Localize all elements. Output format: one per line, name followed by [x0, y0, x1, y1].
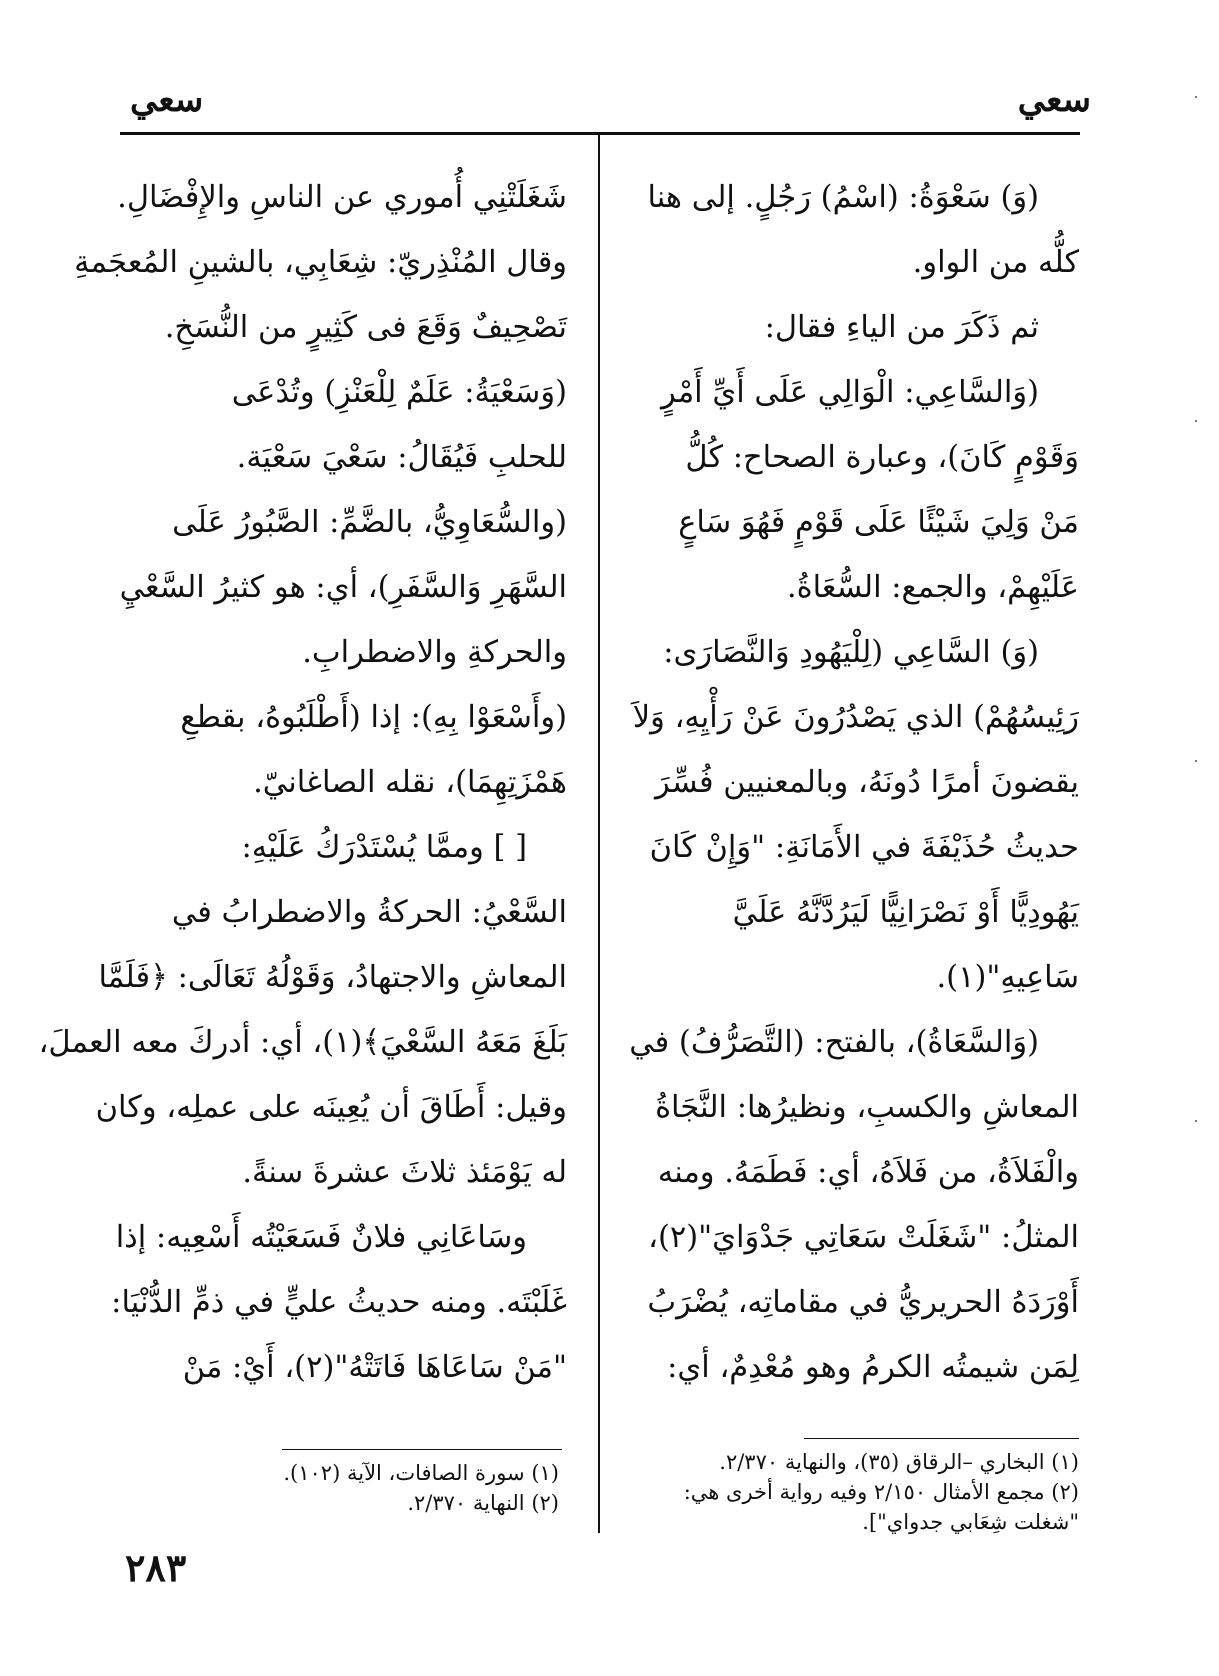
text-line: (وَ) سَعْوَةُ: (اسْمُ) رَجُلٍ. إلى هنا	[647, 180, 1039, 215]
text-line: تَصْحِيفٌ وَقَعَ فى كَثِيرٍ من النُّسَخِ.	[164, 310, 567, 345]
footnotes-right	[639, 1447, 1079, 1537]
text-line: له يَوْمَئذ ثلاثَ عشرةَ سنةً.	[242, 1155, 567, 1190]
text-line: "مَنْ سَاعَاهَا فَاتَتْهُ"(٢)، أَيْ: مَنْ	[182, 1350, 567, 1385]
text-line: وقيل: أَطَاقَ أن يُعِينَه على عملِه، وكان	[95, 1090, 567, 1125]
text-line: والْفَلاَةُ، من فَلاَهُ، أي: فَطَمَهُ. ومنه	[657, 1155, 1079, 1190]
text-line: بَلَغَ مَعَهُ السَّعْيَ﴾(١)، أي: أدركَ معه العملَ،	[38, 1025, 567, 1060]
text-line: كلُّه من الواو.	[912, 245, 1079, 280]
text-line: شَغَلَتْنِي أُموري عن الناسِ والإِفْضَالِ.	[117, 180, 567, 215]
text-line: هَمْزَتِهِمَا)، نقله الصاغانيّ.	[253, 765, 567, 800]
text-line: سَاعِيهِ"(١).	[936, 960, 1079, 995]
text-line: مَنْ وَلِيَ شَيْئًا عَلَى قَوْمٍ فَهُوَ سَاعٍ	[678, 505, 1079, 540]
text-line: (وَالسَّعَاةُ)، بالفتح: (التَّصَرُّفُ) في	[629, 1025, 1039, 1060]
footnote: (١) البخاري –الرقاق (٣٥)، والنهاية ٢/٣٧٠.	[719, 1450, 1079, 1474]
footnotes-left	[149, 1458, 559, 1518]
text-line: وسَاعَانِي فلانٌ فَسَعَيْتُه أَسْعِيه: إذا	[115, 1220, 527, 1255]
text-line: عَلَيْهِمْ، والجمع: السُّعَاةُ.	[786, 570, 1079, 605]
text-line: للحلبِ فَيُقَالُ: سَعْيَ سَعْيَة.	[236, 440, 567, 475]
text-line: رَئِيسُهُمْ) الذي يَصْدُرُونَ عَنْ رَأْيِهِ، وَلاَ	[632, 700, 1079, 735]
text-line: أَوْرَدَهُ الحريريُّ في مقاماتِه، يُضْرَبُ	[647, 1285, 1079, 1320]
footnote-rule-right	[804, 1438, 1079, 1439]
text-line: (وَ) السَّاعِي (لِلْيَهُودِ وَالنَّصَارَى:	[663, 635, 1039, 670]
text-line: السَّعْيُ: الحركةُ والاضطرابُ في	[171, 895, 567, 930]
text-line: ثم ذَكَرَ من الياءِ فقال:	[764, 310, 1039, 345]
text-line: يَهُودِيًّا أَوْ نَصْرَانِيًّا لَيَرُدَّنَّهُ عَلَيَّ	[732, 895, 1079, 930]
text-line: غَلَبْتَه. ومنه حديثُ عليٍّ في ذمِّ الدُّنْيَا:	[111, 1285, 567, 1320]
running-header-right: سعي	[1017, 80, 1091, 120]
text-line: حديثُ حُذَيْفَةَ في الأَمَانَةِ: "وَإِنْ كَانَ	[649, 830, 1079, 865]
footnote-rule-left	[282, 1449, 562, 1450]
header-rule	[120, 132, 1080, 135]
text-line: والحركةِ والاضطرابِ.	[302, 635, 567, 670]
scan-speck	[1195, 1120, 1197, 1122]
right-column	[629, 165, 1079, 1400]
footnote: "شغلت شِعَابي جدواي"].	[862, 1510, 1079, 1534]
text-line: وَقَوْمٍ كَانَ)، وعبارة الصحاح: كُلُّ	[685, 440, 1079, 475]
left-column	[38, 165, 567, 1400]
footnote: (٢) النهاية ٢/٣٧٠.	[407, 1491, 559, 1515]
footnote: (٢) مجمع الأمثال ٢/١٥٠ وفيه رواية أخرى هي:	[683, 1480, 1079, 1504]
text-line: المعاشِ والاجتهادُ، وَقَوْلُهُ تَعَالَى: ﴿فَلَمَّا	[98, 960, 567, 995]
text-line: (والسُّعَاوِيُّ، بالضَّمِّ: الصَّبُورُ عَلَى	[172, 505, 567, 540]
scan-speck	[1195, 420, 1197, 422]
page-number: ٢٨٣	[125, 1545, 187, 1590]
text-line: لِمَن شيمتُه الكرمُ وهو مُعْدِمٌ، أي:	[667, 1350, 1079, 1385]
scan-speck	[1195, 96, 1197, 98]
text-line: [ ] وممَّا يُسْتَدْرَكُ عَلَيْهِ:	[241, 830, 527, 865]
text-line: يقضونَ أمرًا دُونَهُ، وبالمعنيين فُسِّرَ	[654, 765, 1079, 800]
text-line: (وأَسْعَوْا بِهِ): إذا (أَطْلَبُوهُ، بقطعِ	[180, 700, 567, 735]
text-line: وقال المُنْذِريّ: شِعَابِي، بالشينِ المُعجَمةِ	[74, 245, 567, 280]
text-line: (وَالسَّاعِي: الْوَالِي عَلَى أَيِّ أَمْرٍ	[661, 375, 1039, 410]
text-line: (وَسَعْيَةُ: عَلَمٌ لِلْعَنْزِ) وتُدْعَى	[231, 375, 567, 410]
text-line: المعاشِ والكسبِ، ونظيرُها: النَّجَاةُ	[655, 1090, 1079, 1125]
running-header-left: سعي	[130, 80, 204, 120]
column-divider	[598, 133, 600, 1533]
text-line: السَّهَرِ وَالسَّفَرِ)، أي: هو كثيرُ السَّعْيِ	[119, 570, 567, 605]
footnote: (١) سورة الصافات، الآية (١٠٢).	[283, 1461, 559, 1485]
scan-speck	[1195, 760, 1197, 762]
text-line: المثلُ: "شَغَلَتْ سَعَاتِي جَدْوَايَ"(٢)،	[648, 1220, 1079, 1255]
